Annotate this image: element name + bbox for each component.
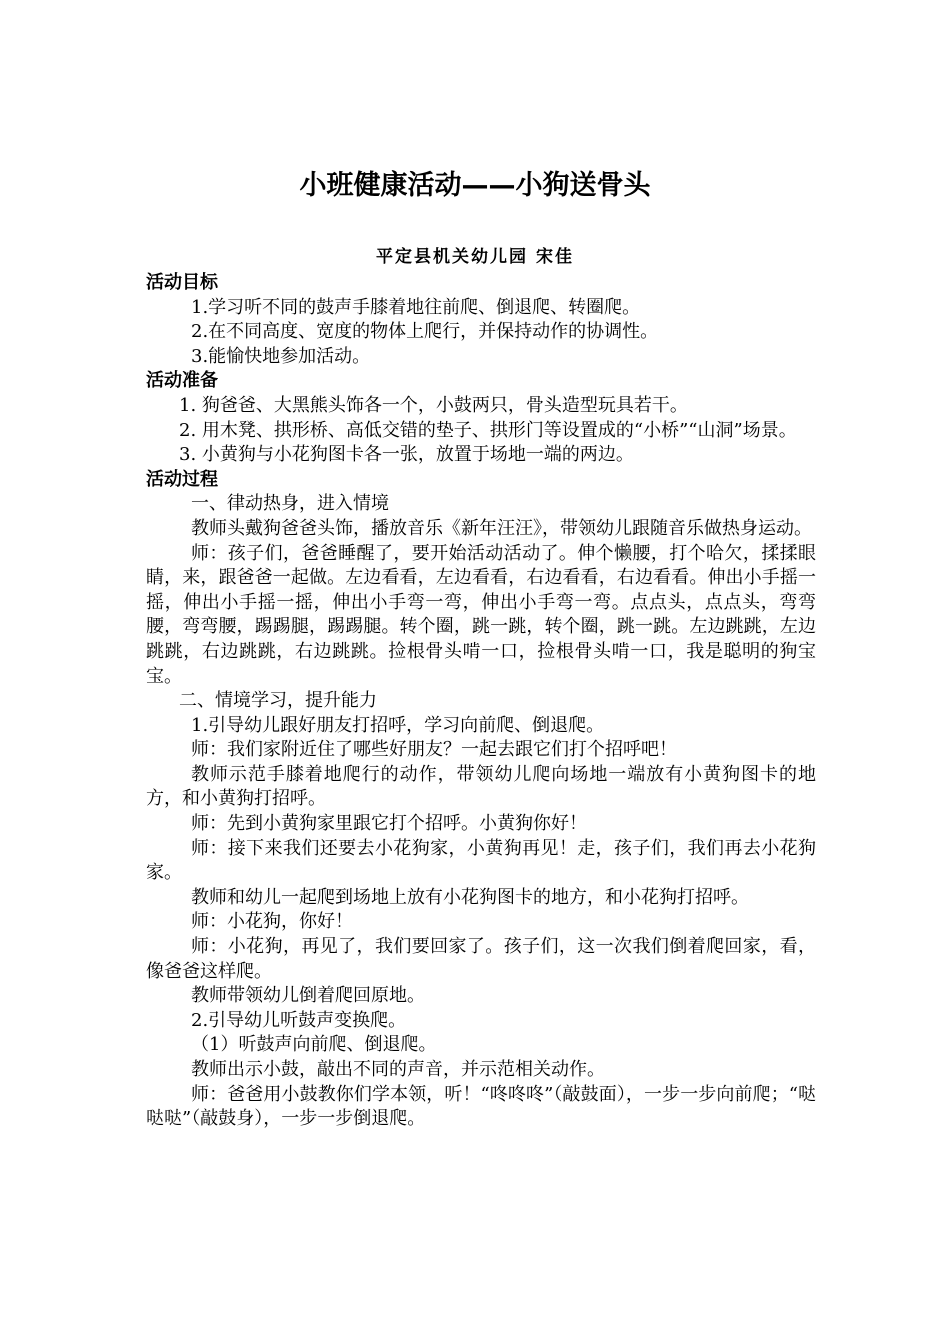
document-body — [146, 271, 816, 1132]
document-author: 平定县机关幼儿园 宋佳 — [376, 247, 574, 267]
process-paragraph: 师：小花狗，你好！ — [191, 911, 353, 933]
process-paragraph: 教师示范手膝着地爬行的动作，带领幼儿爬向场地一端放有小黄狗图卡的地方，和小黄狗打招呼。 — [146, 763, 816, 810]
process-paragraph: 师：先到小黄狗家里跟它打个招呼。小黄狗你好！ — [191, 813, 587, 835]
goal-item: 1.学习听不同的鼓声手膝着地往前爬、倒退爬、转圈爬。 — [191, 296, 641, 318]
process-paragraph: 教师和幼儿一起爬到场地上放有小花狗图卡的地方，和小花狗打招呼。 — [191, 886, 749, 908]
process-paragraph: 师：我们家附近住了哪些好朋友？一起去跟它们打个招呼吧！ — [191, 739, 677, 761]
process-paragraph: 教师带领幼儿倒着爬回原地。 — [191, 985, 425, 1007]
prep-item: 3. 小黄狗与小花狗图卡各一张，放置于场地一端的两边。 — [179, 444, 634, 466]
goal-item: 2.在不同高度、宽度的物体上爬行，并保持动作的协调性。 — [191, 321, 659, 343]
goal-item: 3.能愉快地参加活动。 — [191, 345, 371, 367]
section-heading-prep: 活动准备 — [146, 370, 218, 392]
process-paragraph: 教师出示小鼓，敲出不同的声音，并示范相关动作。 — [191, 1059, 605, 1080]
process-paragraph: 1.引导幼儿跟好朋友打招呼，学习向前爬、倒退爬。 — [191, 714, 605, 736]
process-paragraph: 师：接下来我们还要去小花狗家，小黄狗再见！走，孩子们，我们再去小花狗家。 — [146, 837, 816, 884]
document-title: 小班健康活动——小狗送骨头 — [299, 170, 651, 201]
process-paragraph: 二、情境学习，提升能力 — [179, 690, 377, 712]
process-paragraph: 师：小花狗，再见了，我们要回家了。孩子们，这一次我们倒着爬回家，看，像爸爸这样爬。 — [146, 936, 816, 982]
process-paragraph: 一、律动热身，进入情境 — [191, 493, 389, 515]
section-heading-process: 活动过程 — [146, 468, 218, 490]
prep-item: 1. 狗爸爸、大黑熊头饰各一个，小鼓两只，骨头造型玩具若干。 — [179, 394, 688, 416]
process-paragraph: 师：孩子们，爸爸睡醒了，要开始活动活动了。伸个懒腰，打个哈欠，揉揉眼睛，来，跟爸爸一起做。左边看看，左边看看，右边看看，右边看看。伸出小手摇一摇，伸出小手摇一摇，伸出小手弯一弯，伸出小手弯一弯。点点头，点点头，弯弯腰，弯弯腰，踢踢腿，踢踢腿。转个圈，跳一跳，转个圈，跳一跳。左边跳跳，左边跳跳，右边跳跳，右边跳跳。捡根骨头啃一口，捡根骨头啃一口，我是聪明的狗宝宝。 — [146, 542, 816, 687]
prep-item: 2. 用木凳、拱形桥、高低交错的垫子、拱形门等设置成的“小桥”“山洞”场景。 — [179, 419, 797, 441]
section-heading-goals: 活动目标 — [146, 272, 218, 293]
process-paragraph: 2.引导幼儿听鼓声变换爬。 — [191, 1009, 407, 1031]
process-paragraph: 教师头戴狗爸爸头饰，播放音乐《新年汪汪》，带领幼儿跟随音乐做热身运动。 — [191, 517, 812, 539]
process-paragraph: （1）听鼓声向前爬、倒退爬。 — [191, 1034, 437, 1056]
process-paragraph: 师：爸爸用小鼓教你们学本领，听！“咚咚咚”（敲鼓面），一步一步向前爬；“哒哒哒”（敲鼓身），一步一步倒退爬。 — [146, 1083, 816, 1130]
